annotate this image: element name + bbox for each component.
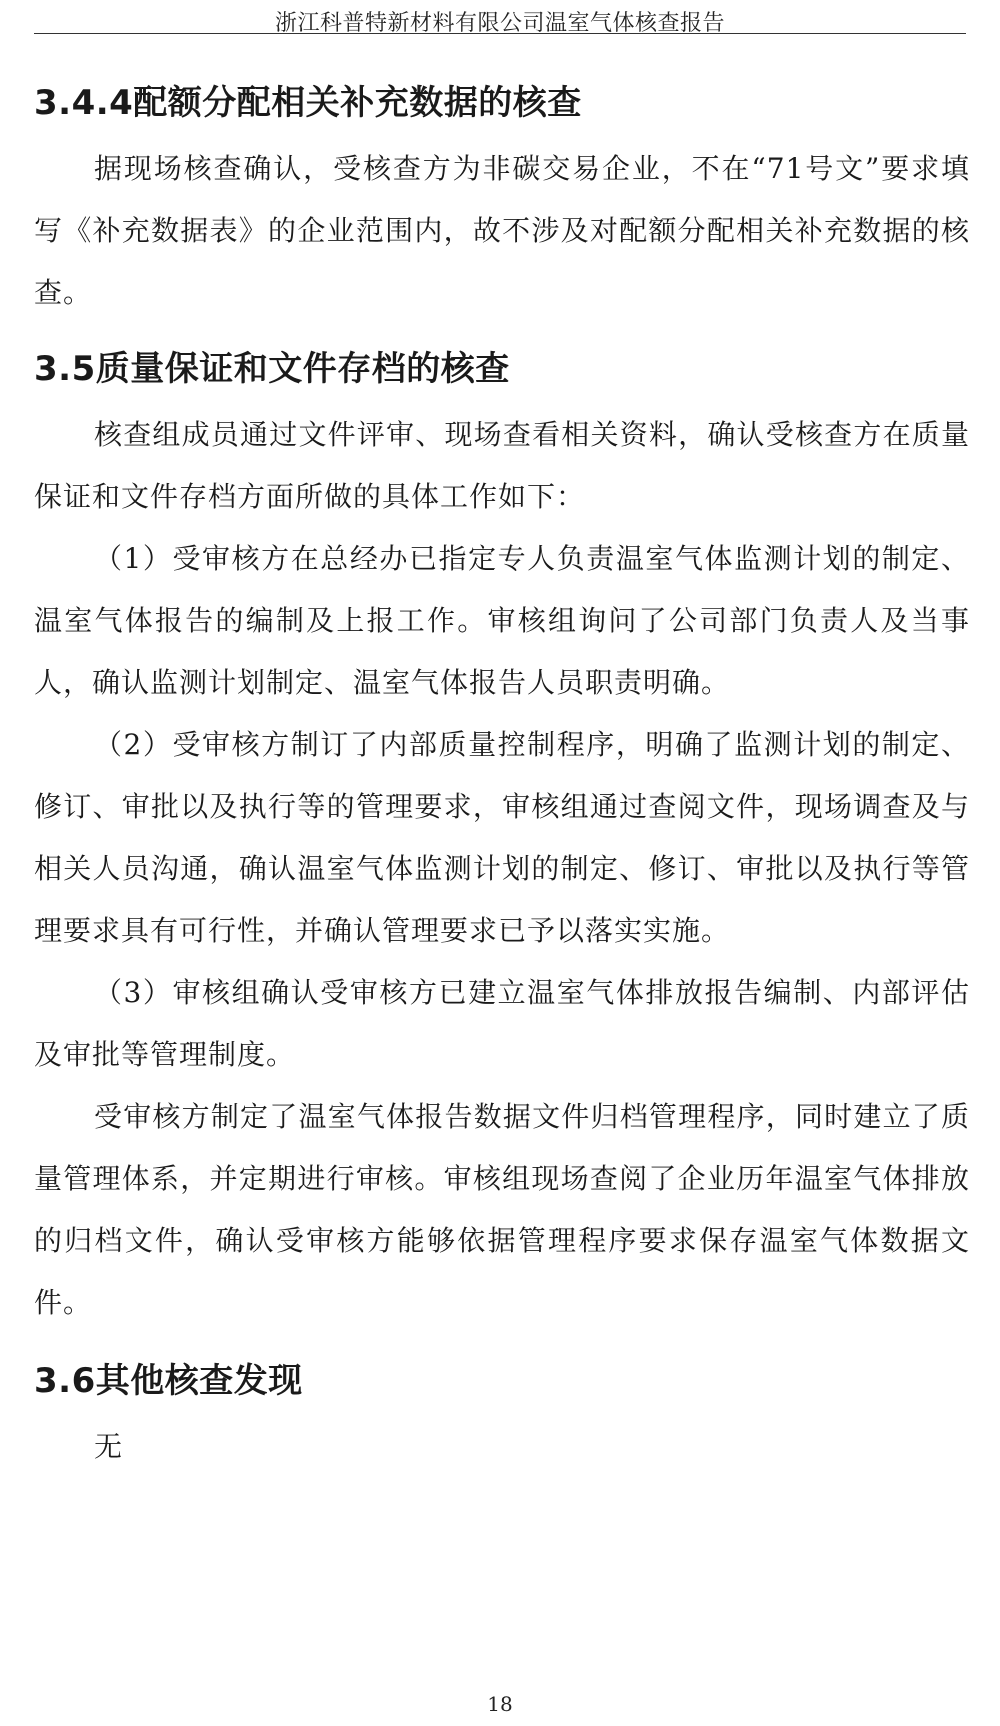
paragraph: 核查组成员通过文件评审、现场查看相关资料，确认受核查方在质量保证和文件存档方面所做的具体工作如下： bbox=[34, 418, 970, 513]
paragraph: 受审核方制定了温室气体报告数据文件归档管理程序，同时建立了质量管理体系，并定期进行审核。审核组现场查阅了企业历年温室气体排放的归档文件，确认受审核方能够依据管理程序要求保存温室气体数据文件。 bbox=[34, 1100, 970, 1319]
paragraph: 据现场核查确认，受核查方为非碳交易企业，不在“71号文”要求填写《补充数据表》的企业范围内，故不涉及对配额分配相关补充数据的核查。 bbox=[34, 152, 970, 309]
paragraph-item-1: （1）受审核方在总经办已指定专人负责温室气体监测计划的制定、温室气体报告的编制及上报工作。审核组询问了公司部门负责人及当事人，确认监测计划制定、温室气体报告人员职责明确。 bbox=[34, 542, 970, 699]
section-heading-3-4-4: 3.4.4配额分配相关补充数据的核查 bbox=[34, 83, 582, 123]
page-number: 18 bbox=[487, 1692, 513, 1716]
paragraph-item-2: （2）受审核方制订了内部质量控制程序，明确了监测计划的制定、修订、审批以及执行等的管理要求，审核组通过查阅文件，现场调查及与相关人员沟通，确认温室气体监测计划的制定、修订、审批以及执行等管理要求具有可行性，并确认管理要求已予以落实实施。 bbox=[34, 728, 970, 947]
section-heading-3-5: 3.5质量保证和文件存档的核查 bbox=[34, 349, 510, 389]
header-divider bbox=[34, 33, 966, 34]
section-heading-3-6: 3.6其他核查发现 bbox=[34, 1361, 303, 1401]
running-header: 浙江科普特新材料有限公司温室气体核查报告 bbox=[274, 11, 725, 36]
paragraph: 无 bbox=[94, 1430, 124, 1463]
paragraph-item-3: （3）审核组确认受审核方已建立温室气体排放报告编制、内部评估及审批等管理制度。 bbox=[34, 976, 970, 1071]
page-body bbox=[34, 54, 970, 1478]
